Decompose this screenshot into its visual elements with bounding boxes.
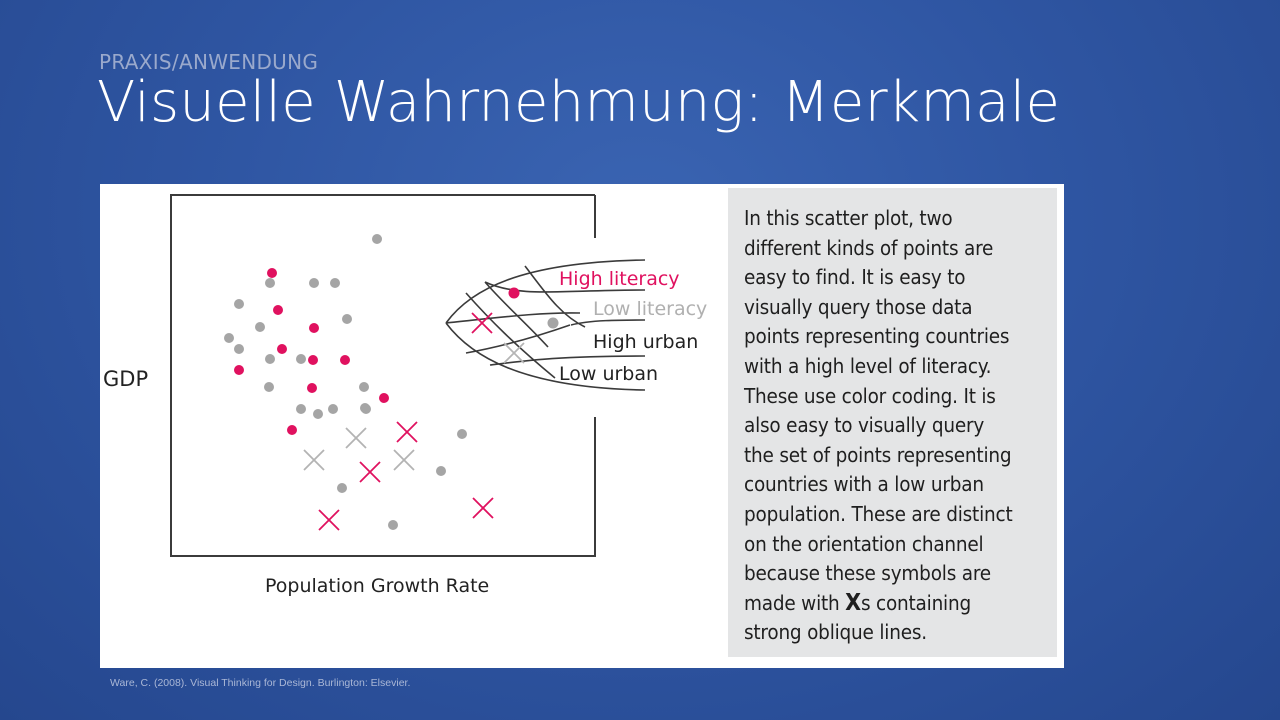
low-literacy-high-urban-point [309, 278, 319, 288]
high-literacy-low-urban-point [397, 422, 417, 442]
high-literacy-low-urban-point [360, 462, 380, 482]
low-literacy-high-urban-point [359, 382, 369, 392]
low-literacy-high-urban-point [330, 278, 340, 288]
low-literacy-high-urban-point [388, 520, 398, 530]
description-line: the set of points representing [744, 442, 1012, 467]
legend-low-urban-low-literacy-x [504, 343, 524, 363]
low-literacy-high-urban-point [313, 409, 323, 419]
data-points [224, 234, 493, 530]
high-literacy-high-urban-point [287, 425, 297, 435]
description-line: on the orientation channel [744, 531, 984, 556]
legend-high-literacy-dot [509, 288, 520, 299]
low-literacy-high-urban-point [264, 382, 274, 392]
legend-label-high-urban: High urban [593, 331, 699, 353]
kicker: PRAXIS/ANWENDUNG [99, 50, 319, 74]
description-line: population. These are distinct [744, 501, 1013, 526]
high-literacy-high-urban-point [309, 323, 319, 333]
citation: Ware, C. (2008). Visual Thinking for Design. Burlington: Elsevier. [110, 677, 411, 689]
high-literacy-high-urban-point [340, 355, 350, 365]
low-literacy-high-urban-point [234, 299, 244, 309]
low-literacy-low-urban-point [394, 450, 414, 470]
low-literacy-high-urban-point [372, 234, 382, 244]
low-literacy-high-urban-point [255, 322, 265, 332]
legend-low-literacy-dot [548, 318, 559, 329]
description-line: easy to find. It is easy to [744, 265, 966, 290]
x-axis-label: Population Growth Rate [265, 575, 490, 597]
low-literacy-high-urban-point [337, 483, 347, 493]
high-literacy-high-urban-point [234, 365, 244, 375]
high-literacy-high-urban-point [277, 344, 287, 354]
y-axis-label: GDP [103, 367, 149, 391]
low-literacy-high-urban-point [224, 333, 234, 343]
low-literacy-high-urban-point [436, 466, 446, 476]
low-literacy-high-urban-point [457, 429, 467, 439]
low-literacy-low-urban-point [304, 450, 324, 470]
low-literacy-high-urban-point [342, 314, 352, 324]
description-line: strong oblique lines. [744, 620, 927, 645]
high-literacy-high-urban-point [307, 383, 317, 393]
legend-low-urban-high-literacy-x [472, 313, 492, 333]
legend-label-low-urban: Low urban [559, 363, 659, 385]
low-literacy-high-urban-point [296, 354, 306, 364]
high-literacy-high-urban-point [379, 393, 389, 403]
low-literacy-low-urban-point [346, 428, 366, 448]
description-line: with a high level of literacy. [744, 353, 992, 378]
high-literacy-low-urban-point [319, 510, 339, 530]
legend-label-low-literacy: Low literacy [593, 298, 708, 320]
description-line: These use color coding. It is [744, 383, 996, 408]
low-literacy-high-urban-point [296, 404, 306, 414]
description-x-bold: X [845, 589, 861, 616]
description-line: different kinds of points are [744, 235, 994, 260]
description-line-x [744, 589, 1045, 619]
low-literacy-high-urban-point [265, 278, 275, 288]
description-line: visually query those data [744, 294, 973, 319]
legend-label-high-literacy: High literacy [559, 268, 680, 290]
legend [446, 260, 707, 390]
description-line: In this scatter plot, two [744, 206, 953, 230]
description-x-suffix: s containing [860, 590, 971, 615]
description-line: because these symbols are [744, 561, 991, 586]
description-line: points representing countries [744, 324, 1010, 349]
slide-title: Visuelle Wahrnehmung: Merkmale [97, 70, 1061, 135]
high-literacy-high-urban-point [273, 305, 283, 315]
high-literacy-high-urban-point [267, 268, 277, 278]
low-literacy-high-urban-point [328, 404, 338, 414]
low-literacy-high-urban-point [361, 404, 371, 414]
description-box [728, 188, 1057, 657]
description-line: countries with a low urban [744, 472, 984, 497]
high-literacy-low-urban-point [473, 498, 493, 518]
description-line: also easy to visually query [744, 413, 985, 438]
low-literacy-high-urban-point [234, 344, 244, 354]
high-literacy-high-urban-point [308, 355, 318, 365]
low-literacy-high-urban-point [265, 354, 275, 364]
description-x-prefix: made with [744, 590, 846, 615]
